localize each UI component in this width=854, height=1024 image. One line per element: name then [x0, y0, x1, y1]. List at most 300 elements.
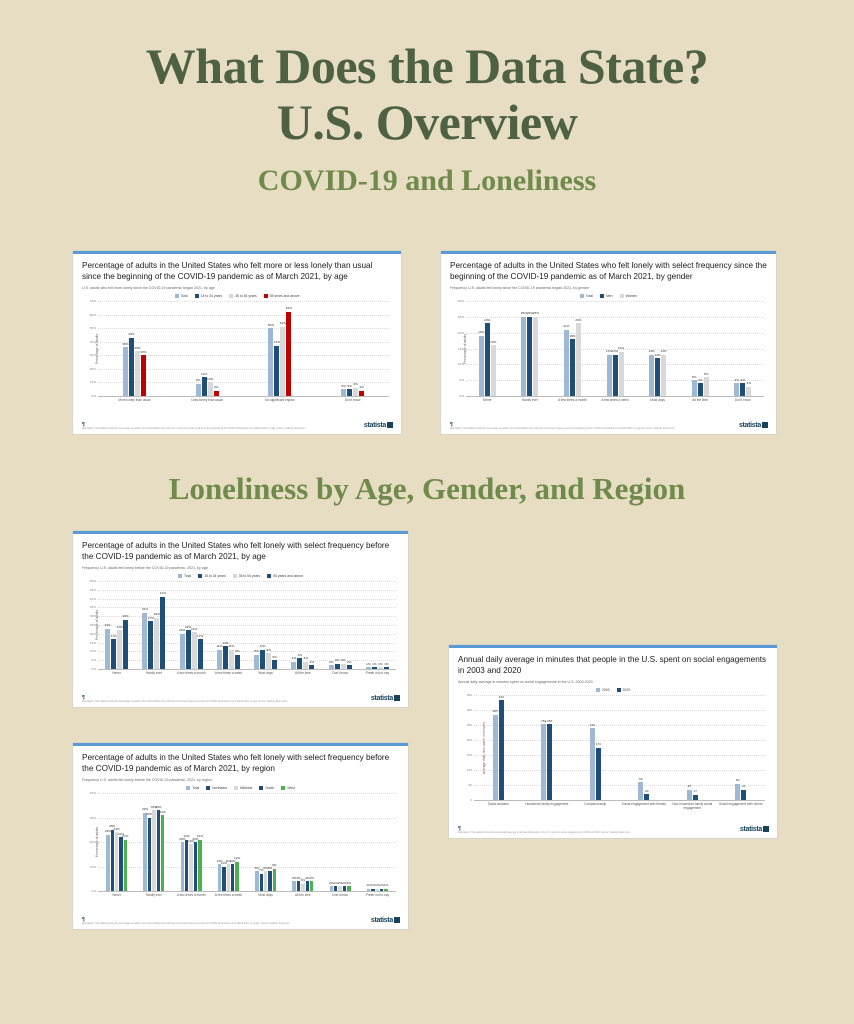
chart-footnote: Description: This statistic shows the percentage of adults in the United States who felt lonely with select frequency since the beginning of the COVID-19 pandemic as of March 2021, by gender. Source: Statista. Read more — [450, 428, 675, 430]
y-tick-label: 30% — [457, 299, 464, 303]
legend-label: Total — [184, 574, 192, 578]
bar[interactable] — [279, 321, 286, 396]
statista-logo — [364, 422, 393, 429]
legend-item[interactable] — [264, 294, 300, 298]
bar[interactable] — [267, 322, 274, 396]
x-tick-label: Hardly ever — [145, 671, 163, 675]
bar-value-label: 19% — [188, 838, 195, 843]
bar[interactable] — [611, 349, 619, 396]
bar[interactable] — [291, 875, 297, 891]
bar-value-label: 33% — [150, 804, 157, 809]
legend-item[interactable] — [229, 294, 257, 298]
x-tick-label: Don't know — [734, 398, 751, 402]
legend-item[interactable] — [233, 574, 261, 578]
x-tick-label: Prefer not to say — [365, 671, 390, 675]
x-tick-label: Don't know — [332, 671, 348, 675]
bar-value-label: 8% — [254, 649, 259, 654]
legend-item[interactable] — [195, 294, 223, 298]
legend-item[interactable] — [617, 688, 631, 692]
bar-group — [173, 793, 210, 891]
bar-value-label: 8% — [254, 865, 260, 870]
y-tick-label: 15% — [89, 640, 96, 645]
x-tick-label: Hardly ever — [521, 398, 539, 402]
x-tick-label: Most days — [258, 893, 273, 897]
legend-label: 55 years and above — [269, 294, 300, 298]
bar-group — [135, 793, 172, 891]
x-tick-label: Less lonely than usual — [191, 398, 223, 402]
bar[interactable] — [220, 861, 228, 892]
legend-item[interactable] — [281, 786, 295, 790]
bar-value-label: 22% — [116, 624, 123, 629]
bar-group — [210, 793, 247, 891]
y-tick-label: 0% — [91, 889, 96, 893]
bar[interactable] — [532, 311, 539, 396]
bar-value-label: 27% — [147, 615, 154, 620]
chart-footnote: Description: This statistic shows the percentage of adults in the United States who felt lonely with select frequency before the COVID-19 pandemic as of March 2021, by region. Source: Statista. Read more — [82, 923, 290, 925]
chart-legend — [82, 574, 399, 578]
legend-label: 2020 — [622, 688, 631, 692]
bar[interactable] — [526, 311, 533, 396]
bar-value-label: 21% — [183, 834, 190, 839]
chart-footnote: Description: This statistic shows the annual daily average in minutes that people in the U.S. spent on social engagements in 2003 and 2020. Source: Statista. Read more — [458, 832, 630, 834]
bar-value-label: 11% — [259, 644, 266, 649]
bar[interactable] — [547, 718, 553, 800]
bar[interactable] — [109, 824, 116, 891]
page-header — [0, 0, 854, 198]
bar-group — [523, 695, 572, 800]
y-tick-label: 10% — [89, 864, 96, 869]
bar[interactable] — [617, 346, 625, 396]
y-axis-label: Percentage of adults — [95, 333, 100, 364]
chart-legend — [82, 294, 392, 298]
statista-wordmark: statista — [370, 695, 393, 702]
bar-value-label: 1% — [383, 883, 389, 888]
y-axis-label: Percentage of adults — [95, 826, 100, 858]
bar-value-label: 23% — [484, 317, 491, 322]
bar[interactable] — [195, 378, 201, 396]
legend-item[interactable] — [267, 574, 303, 578]
legend-item[interactable] — [596, 688, 610, 692]
bar[interactable] — [272, 654, 277, 669]
bar-value-label: 9% — [272, 863, 277, 868]
legend-label: Northeast — [212, 786, 227, 790]
bar[interactable] — [179, 836, 186, 891]
y-tick-label: 20% — [457, 330, 464, 335]
bar-value-label: 2% — [346, 659, 352, 664]
x-tick-label: More lonely than usual — [118, 398, 151, 402]
x-tick-label: A few times a month — [176, 893, 206, 897]
bar[interactable] — [541, 718, 547, 800]
bar[interactable] — [569, 333, 576, 396]
bar-value-label: 32% — [141, 607, 148, 612]
legend-swatch-icon — [600, 294, 604, 298]
bar[interactable] — [207, 376, 214, 396]
legend-item[interactable] — [620, 294, 638, 298]
x-axis-labels — [98, 671, 396, 675]
bar-groups — [98, 301, 389, 396]
bar-value-label: 10% — [207, 376, 214, 381]
bar[interactable] — [520, 311, 527, 396]
bar[interactable] — [303, 656, 309, 669]
bar[interactable] — [297, 652, 303, 669]
bar[interactable] — [188, 838, 195, 891]
bar[interactable] — [122, 614, 129, 669]
bar[interactable] — [266, 647, 271, 669]
bar-group — [717, 695, 766, 800]
legend-item[interactable] — [186, 786, 199, 790]
bar-value-label: 14% — [617, 346, 625, 351]
bar-value-label: 13% — [611, 349, 619, 354]
bar-value-label: 60 — [639, 776, 643, 781]
legend-item[interactable] — [175, 294, 188, 298]
bar-group — [474, 695, 523, 800]
bar-value-label: 11% — [225, 858, 232, 863]
y-tick-label: 45% — [89, 587, 96, 592]
bar-value-label: 30% — [146, 812, 153, 816]
bar[interactable] — [638, 776, 643, 800]
chart-plot-area — [82, 299, 392, 402]
x-tick-label: Household family engagement — [525, 802, 569, 806]
x-axis-line — [98, 891, 396, 892]
bar[interactable] — [104, 623, 111, 669]
y-tick-label: 40% — [89, 339, 96, 344]
bar[interactable] — [104, 829, 111, 891]
legend-label: Total — [192, 786, 200, 790]
bar[interactable] — [122, 834, 129, 891]
chart-card-region-frequency-before[interactable] — [72, 742, 409, 930]
y-tick-label: 10% — [89, 380, 96, 385]
bar[interactable] — [740, 377, 745, 396]
y-tick-label: 30% — [89, 353, 96, 358]
bar-value-label: 5% — [341, 383, 346, 388]
bar-value-label: 3% — [334, 658, 340, 663]
y-tick-label: 200 — [466, 738, 472, 742]
bar[interactable] — [140, 349, 147, 396]
bar-value-label: 24% — [113, 826, 120, 831]
bar-groups — [466, 301, 764, 396]
bar-value-label: 54 — [736, 778, 740, 783]
bar[interactable] — [291, 656, 297, 669]
y-tick-label: 10% — [457, 362, 464, 367]
bar-value-label: 1% — [384, 661, 389, 666]
legend-item[interactable] — [259, 786, 274, 790]
bar[interactable] — [300, 878, 306, 891]
chart-subtitle: Frequency U.S. adults felt lonely before the COVID-19 pandemic, 2021, by age — [82, 566, 208, 570]
bar[interactable] — [259, 644, 266, 669]
legend-swatch-icon — [233, 574, 237, 578]
bar-value-label: 23% — [575, 317, 582, 322]
bar[interactable] — [146, 812, 153, 892]
bar-value-label: 43% — [128, 332, 135, 337]
bar[interactable] — [741, 784, 746, 800]
bar[interactable] — [697, 377, 703, 396]
bar[interactable] — [478, 330, 485, 396]
bar-value-label: 21% — [122, 834, 129, 839]
bar[interactable] — [347, 383, 352, 396]
bar-value-label: 4% — [291, 875, 297, 880]
chart-legend — [450, 294, 767, 298]
bar[interactable] — [216, 858, 223, 891]
legend-swatch-icon — [596, 688, 600, 692]
bar[interactable] — [353, 382, 358, 396]
bar[interactable] — [141, 607, 148, 669]
bar-group — [668, 695, 717, 800]
bar[interactable] — [285, 306, 292, 396]
bar-value-label: 25% — [109, 824, 116, 829]
bar[interactable] — [341, 383, 346, 396]
statista-logo — [371, 917, 400, 924]
bar[interactable] — [229, 858, 236, 891]
bar-value-label: 31% — [159, 809, 166, 814]
bar[interactable] — [197, 633, 204, 669]
page-title-line1: What Does the Data State? — [145, 38, 709, 94]
bar[interactable] — [228, 644, 235, 669]
bar-value-label: 22% — [117, 831, 125, 836]
bar[interactable] — [134, 345, 141, 396]
legend-label: 35 to 54 years — [235, 294, 257, 298]
x-axis-line — [466, 396, 764, 397]
chart-card-social-engagement-minutes[interactable] — [448, 644, 778, 839]
legend-item[interactable] — [600, 294, 613, 298]
legend-swatch-icon — [617, 688, 621, 692]
bar[interactable] — [687, 784, 692, 801]
legend-item[interactable] — [580, 294, 593, 298]
legend-item[interactable] — [178, 574, 191, 578]
bar-value-label: 240 — [589, 722, 595, 727]
bar[interactable] — [191, 626, 198, 669]
bar[interactable] — [272, 863, 277, 891]
bar[interactable] — [235, 649, 240, 669]
bar[interactable] — [595, 742, 601, 800]
statista-square-icon — [394, 695, 400, 701]
legend-label: 18 to 34 years — [200, 294, 223, 298]
x-tick-label: Never — [483, 398, 492, 402]
x-tick-label: Never — [112, 671, 121, 675]
x-tick-label: Most days — [650, 398, 665, 402]
bar[interactable] — [110, 633, 117, 669]
bar[interactable] — [498, 694, 504, 800]
x-tick-label: All the time — [294, 671, 311, 675]
bar-group — [98, 301, 171, 396]
bar-value-label: 1% — [378, 661, 383, 666]
bar[interactable] — [201, 371, 208, 396]
bar-value-label: 6% — [353, 382, 358, 387]
bar-value-label: 4% — [291, 656, 297, 661]
bar-value-label: 2% — [333, 880, 338, 885]
bar[interactable] — [254, 649, 259, 669]
bar-value-label: 2% — [337, 880, 343, 885]
legend-swatch-icon — [259, 786, 263, 790]
bar-value-label: 28% — [122, 614, 129, 619]
y-tick-label: 350 — [466, 693, 472, 697]
bar[interactable] — [117, 831, 125, 891]
bar-value-label: 11% — [228, 644, 235, 649]
y-tick-label: 5% — [91, 658, 96, 663]
bar[interactable] — [691, 374, 697, 396]
bar[interactable] — [305, 875, 310, 891]
bar[interactable] — [735, 778, 740, 800]
bar-group — [284, 581, 321, 669]
bar-group — [620, 695, 669, 800]
bar[interactable] — [128, 332, 135, 396]
bar[interactable] — [296, 875, 301, 891]
note-mark-icon: ¶ — [450, 422, 453, 428]
legend-label: 2003 — [601, 688, 610, 692]
bar[interactable] — [605, 349, 613, 396]
bar-group — [679, 301, 722, 396]
bar[interactable] — [258, 868, 264, 891]
bar-group — [244, 301, 317, 396]
chart-card-age-frequency-before[interactable] — [72, 530, 409, 708]
bar[interactable] — [734, 377, 739, 396]
chart-plot-area — [450, 299, 767, 402]
bar-group — [551, 301, 594, 396]
bar[interactable] — [703, 371, 709, 396]
bar[interactable] — [122, 341, 129, 396]
bar[interactable] — [234, 856, 241, 891]
bar-value-label: 25% — [520, 311, 527, 316]
bar-groups — [98, 793, 396, 891]
bar[interactable] — [225, 858, 232, 891]
bar[interactable] — [273, 340, 280, 396]
bar[interactable] — [116, 624, 123, 669]
chart-title: Percentage of adults in the United States who felt lonely with select frequency since the beginning of the COVID-19 pandemic as of March 2021, by gender — [450, 261, 767, 281]
bar[interactable] — [660, 349, 667, 396]
bar-group — [210, 581, 247, 669]
statista-square-icon — [763, 826, 769, 832]
bar[interactable] — [222, 640, 229, 669]
bar-value-label: 4% — [296, 875, 301, 880]
bar[interactable] — [263, 865, 268, 891]
y-tick-label: 0% — [91, 394, 96, 398]
page-title — [0, 38, 854, 150]
bar-value-label: 13% — [660, 349, 667, 354]
bar[interactable] — [183, 834, 190, 891]
bar-value-label: 4% — [359, 385, 364, 390]
bar[interactable] — [492, 709, 498, 801]
bar[interactable] — [159, 591, 166, 669]
legend-swatch-icon — [267, 574, 271, 578]
bar-value-label: 3% — [340, 658, 346, 663]
legend-item[interactable] — [206, 786, 227, 790]
bar-group — [636, 301, 679, 396]
bar[interactable] — [150, 804, 157, 891]
y-tick-label: 50% — [89, 326, 96, 331]
chart-card-age-more-less-lonely[interactable] — [72, 250, 402, 435]
bar-value-label: 17% — [197, 633, 204, 638]
legend-swatch-icon — [620, 294, 624, 298]
bar-value-label: 20% — [179, 836, 186, 841]
note-mark-icon: ¶ — [82, 422, 85, 428]
bar[interactable] — [746, 381, 751, 397]
y-tick-label: 50% — [89, 579, 96, 583]
bar-value-label: 7% — [258, 868, 264, 873]
bar[interactable] — [179, 628, 186, 669]
y-tick-label: 0 — [470, 798, 472, 802]
bar-value-label: 3% — [746, 381, 751, 385]
chart-subtitle: Frequency U.S. adults felt lonely before the COVID-19 pandemic, 2021, by region — [82, 778, 212, 782]
bar[interactable] — [563, 324, 570, 397]
statista-square-icon — [394, 917, 400, 923]
bar[interactable] — [589, 722, 595, 800]
legend-swatch-icon — [206, 786, 210, 790]
x-axis-labels — [474, 802, 765, 810]
bar[interactable] — [309, 875, 314, 891]
bar[interactable] — [267, 865, 273, 891]
bar[interactable] — [196, 834, 203, 891]
chart-card-gender-frequency-during[interactable] — [440, 250, 777, 435]
bar-value-label: 252 — [541, 718, 547, 723]
bar[interactable] — [153, 612, 160, 669]
bar[interactable] — [159, 809, 166, 891]
legend-swatch-icon — [198, 574, 202, 578]
statista-wordmark: statista — [370, 917, 393, 924]
x-axis-labels — [466, 398, 764, 402]
bar-group — [98, 793, 135, 891]
bar-group — [359, 581, 396, 669]
bar[interactable] — [648, 349, 655, 396]
bar[interactable] — [484, 317, 491, 396]
bar-value-label: 62% — [285, 306, 292, 311]
chart-title: Percentage of adults in the United States who felt more or less lonely than usual since the beginning of the COVID-19 pandemic as of March 2021, by age — [82, 261, 373, 281]
bar[interactable] — [147, 615, 154, 669]
bar-value-label: 37% — [273, 340, 280, 345]
bar[interactable] — [192, 836, 199, 891]
bar-group — [247, 581, 284, 669]
bar[interactable] — [654, 352, 661, 396]
bar[interactable] — [185, 624, 192, 669]
legend-item[interactable] — [198, 574, 226, 578]
x-tick-label: No significant impact — [265, 398, 295, 402]
y-tick-label: 70% — [89, 299, 96, 303]
bar[interactable] — [575, 317, 582, 396]
legend-swatch-icon — [580, 294, 584, 298]
x-tick-label: Hardly ever — [145, 893, 163, 897]
chart-title: Percentage of adults in the United States who felt lonely with select frequency before the COVID-19 pandemic as of March 2021, by region — [82, 753, 390, 773]
bar-value-label: 21% — [563, 324, 570, 328]
bar-value-label: 4% — [734, 377, 739, 382]
bar[interactable] — [141, 807, 149, 891]
bar[interactable] — [254, 865, 260, 891]
bar[interactable] — [113, 826, 120, 891]
bar-group — [721, 301, 764, 396]
bar-value-label: 8% — [267, 865, 273, 870]
legend-swatch-icon — [281, 786, 285, 790]
note-mark-icon: ¶ — [82, 917, 85, 923]
bar-value-label: 4% — [697, 377, 703, 382]
x-axis-line — [98, 669, 396, 670]
y-tick-label: 300 — [466, 708, 472, 712]
bar[interactable] — [490, 339, 497, 396]
bar-value-label: 4% — [303, 656, 309, 661]
bar-value-label: 9% — [195, 378, 201, 383]
bar-value-label: 23% — [104, 623, 111, 628]
legend-item[interactable] — [234, 786, 252, 790]
bar-value-label: 11% — [229, 858, 236, 863]
bar-value-label: 253 — [547, 718, 553, 723]
bar[interactable] — [216, 644, 223, 669]
bar-value-label: 17% — [110, 633, 117, 638]
statista-logo — [371, 695, 400, 702]
bar-value-label: 6% — [297, 652, 303, 657]
chart-subtitle: Annual daily average in minutes spent on social engagements in the U.S. 2003-2020 — [458, 680, 593, 684]
statista-wordmark: statista — [739, 826, 762, 833]
bar-value-label: 174 — [595, 742, 601, 747]
x-tick-label: All the time — [692, 398, 709, 402]
bar[interactable] — [155, 804, 162, 891]
y-tick-label: 15% — [457, 346, 464, 351]
section-title-loneliness: Loneliness by Age, Gender, and Region — [168, 471, 686, 506]
